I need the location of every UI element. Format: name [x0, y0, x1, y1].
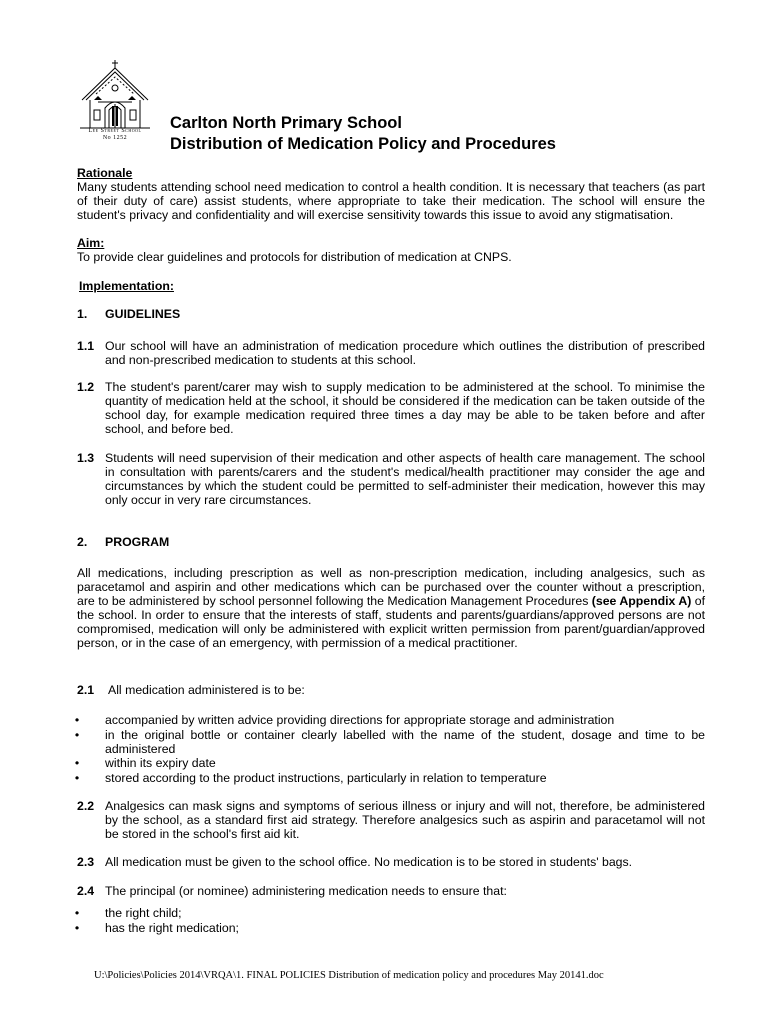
program-intro-part2: of the school. In order to ensure that the interests of staff, students and parents/guardians/approved persons are not compromised, medication will only be administered with explicit written permission from parent/guardian/approved person, or in the case of an emergency, with permission of a medical practitioner.: [77, 594, 706, 650]
program-intro: [77, 566, 705, 650]
item-1-3-number: 1.3: [77, 451, 95, 465]
footer-file-path: U:\Policies\Policies 2014\VRQA\1. FINAL POLICIES Distribution of medication policy and procedures May 20141.doc: [94, 970, 604, 981]
implementation-heading: Implementation:: [79, 279, 174, 293]
section-2-heading: PROGRAM: [105, 535, 170, 549]
bullet-dot: •: [74, 906, 80, 920]
bullet-dot: •: [74, 921, 80, 935]
list-item: within its expiry date: [105, 756, 216, 770]
list-item: the right child;: [105, 906, 182, 920]
item-2-1-number: 2.1: [77, 683, 95, 697]
item-1-1-number: 1.1: [77, 339, 95, 353]
item-1-1-text: Our school will have an administration of medication procedure which outlines the distribution of prescribed and non-prescribed medication to students at this school.: [105, 339, 705, 367]
bullet-dot: •: [74, 771, 80, 785]
item-2-2-text: Analgesics can mask signs and symptoms of serious illness or injury and will not, therefore, be administered by the school, as a standard first aid strategy. Therefore analgesics such as aspirin and paracetamol will not be stored in the school's first aid kit.: [105, 799, 705, 841]
list-item: in the original bottle or container clearly labelled with the name of the student, dosage and time to be administered: [105, 728, 705, 756]
program-intro-part1: All medications, including prescription as well as non-prescription medication, including analgesics, such as paracetamol and aspirin and other medications which can be purchased over the counter without a prescription, are to be administered by school personnel following the Medication Management Procedures: [77, 566, 705, 608]
document-title: Distribution of Medication Policy and Procedures: [170, 135, 556, 153]
logo-caption: [72, 128, 158, 142]
list-item: accompanied by written advice providing directions for appropriate storage and administration: [105, 713, 615, 727]
school-name: Carlton North Primary School: [170, 114, 402, 132]
item-1-3-text: Students will need supervision of their medication and other aspects of health care management. The school in consultation with parents/carers and the student's medical/health practitioner may consider the age and circumstances by which the student could be permitted to self-administer their medication, however this may only occur in very rare circumstances.: [105, 451, 705, 507]
section-1-number: 1.: [77, 307, 88, 321]
logo-caption-number: No 1252: [102, 135, 128, 141]
item-2-3-number: 2.3: [77, 855, 95, 869]
item-2-4-number: 2.4: [77, 884, 95, 898]
item-2-1-text: All medication administered is to be:: [108, 683, 305, 697]
item-2-3-text: All medication must be given to the school office. No medication is to be stored in students' bags.: [105, 855, 633, 869]
item-2-2-number: 2.2: [77, 799, 95, 813]
aim-text: To provide clear guidelines and protocols for distribution of medication at CNPS.: [77, 250, 512, 264]
item-1-2-text: The student's parent/carer may wish to supply medication to be administered at the school. To minimise the quantity of medication held at the school, it should be considered if the medication can be taken outside of the school day, for example medication required three times a day may be able to be taken before and after school, and before bed.: [105, 380, 705, 436]
list-item: stored according to the product instructions, particularly in relation to temperature: [105, 771, 547, 785]
section-2-number: 2.: [77, 535, 88, 549]
item-1-2-number: 1.2: [77, 380, 95, 394]
aim-heading: Aim:: [77, 236, 105, 250]
list-item: has the right medication;: [105, 921, 239, 935]
logo-caption-name: Lee Street School: [88, 128, 142, 134]
bullet-dot: •: [74, 713, 80, 727]
rationale-text: Many students attending school need medication to control a health condition. It is necessary that teachers (as part of their duty of care) assist students, where appropriate to take their medication. The school will ensure the student's privacy and confidentiality and will exercise sensitivity towards this issue to avoid any stigmatisation.: [77, 180, 705, 222]
rationale-heading: Rationale: [77, 166, 133, 180]
section-1-heading: GUIDELINES: [105, 307, 181, 321]
appendix-reference: (see Appendix A): [591, 594, 692, 608]
bullet-dot: •: [74, 756, 80, 770]
item-2-4-text: The principal (or nominee) administering medication needs to ensure that:: [105, 884, 507, 898]
bullet-dot: •: [74, 728, 80, 742]
